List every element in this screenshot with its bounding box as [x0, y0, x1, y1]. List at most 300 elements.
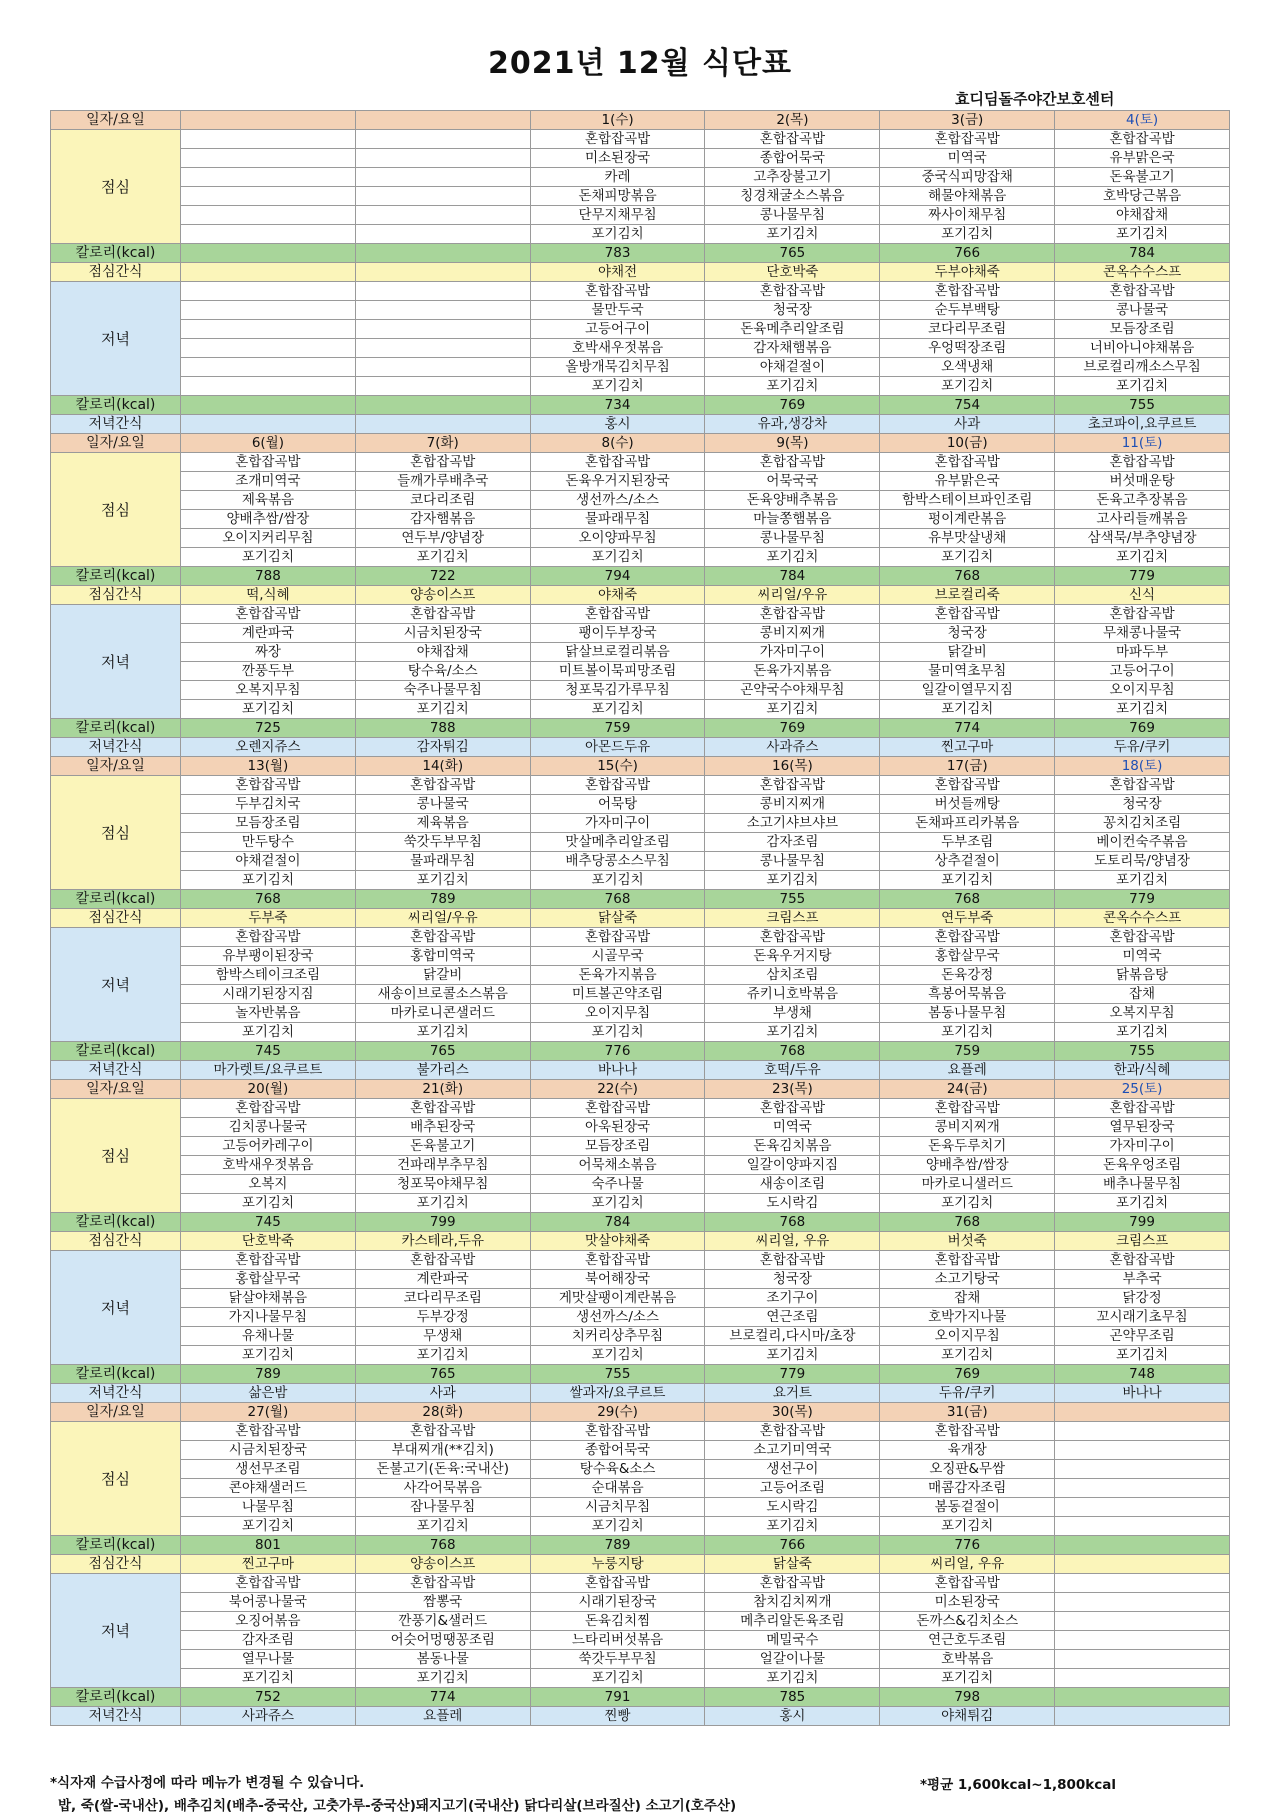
lunch-menu-item	[181, 168, 356, 187]
dinner-snack-cell: 사과	[355, 1384, 530, 1403]
dinner-menu-item	[355, 301, 530, 320]
lunch-menu-item: 오이양파무침	[530, 529, 705, 548]
dinner-snack-cell: 사과쥬스	[181, 1707, 356, 1726]
dinner-menu-item: 봄동나물	[355, 1650, 530, 1669]
lunch-menu-item: 야채겉절이	[181, 852, 356, 871]
lunch-menu-row	[51, 1460, 1230, 1479]
dinner-menu-item: 코다리무조림	[880, 320, 1055, 339]
lunch-menu-item: 돈육우엉조림	[1055, 1156, 1230, 1175]
dinner-menu-item: 홍합살무국	[181, 1270, 356, 1289]
dinner-menu-item: 포기김치	[1055, 1023, 1230, 1042]
lunch-menu-item	[181, 225, 356, 244]
dinner-calorie-cell: 748	[1055, 1365, 1230, 1384]
dinner-menu-item: 감자채햄볶음	[705, 339, 880, 358]
dinner-menu-item: 느타리버섯볶음	[530, 1631, 705, 1650]
lunch-menu-item: 포기김치	[880, 871, 1055, 890]
dinner-menu-item: 혼합잡곡밥	[1055, 282, 1230, 301]
dinner-menu-item: 가자미구이	[705, 643, 880, 662]
dinner-menu-item: 곤약국수야채무침	[705, 681, 880, 700]
lunch-menu-item: 미역국	[880, 149, 1055, 168]
lunch-snack-cell: 맛살야채죽	[530, 1232, 705, 1251]
dinner-menu-item: 너비아니야채볶음	[1055, 339, 1230, 358]
dinner-menu-item: 유채나물	[181, 1327, 356, 1346]
dinner-menu-row	[51, 681, 1230, 700]
dinner-menu-item: 메추리알돈육조림	[705, 1612, 880, 1631]
lunch-menu-item: 종합어묵국	[530, 1441, 705, 1460]
dinner-menu-item: 혼합잡곡밥	[181, 1251, 356, 1270]
dinner-menu-item: 돈육우거지탕	[705, 947, 880, 966]
date-header-cell	[181, 111, 356, 130]
dinner-snack-cell: 두유/쿠키	[880, 1384, 1055, 1403]
lunch-menu-item: 혼합잡곡밥	[355, 1099, 530, 1118]
dinner-snack-cell: 찐빵	[530, 1707, 705, 1726]
dinner-calorie-cell: 745	[181, 1042, 356, 1061]
page-title: 2021년 12월 식단표	[487, 46, 793, 81]
lunch-menu-item: 포기김치	[181, 871, 356, 890]
lunch-menu-item: 생선무조림	[181, 1460, 356, 1479]
lunch-menu-item: 포기김치	[530, 1517, 705, 1536]
lunch-menu-item: 포기김치	[355, 871, 530, 890]
dinner-menu-item: 닭살야채볶음	[181, 1289, 356, 1308]
lunch-snack-row	[51, 1555, 1230, 1574]
lunch-calorie-cell: 722	[355, 567, 530, 586]
dinner-menu-item: 봄동나물무침	[880, 1004, 1055, 1023]
dinner-menu-item: 물미역초무침	[880, 662, 1055, 681]
dinner-menu-item: 올방개묵김치무침	[530, 358, 705, 377]
dinner-menu-row	[51, 985, 1230, 1004]
dinner-snack-label: 저녁간식	[51, 1384, 181, 1403]
dinner-snack-label: 저녁간식	[51, 1061, 181, 1080]
lunch-calorie-cell: 768	[880, 1213, 1055, 1232]
lunch-menu-item: 물파래무침	[530, 510, 705, 529]
lunch-menu-item	[1055, 1498, 1230, 1517]
dinner-menu-item: 혼합잡곡밥	[530, 928, 705, 947]
dinner-snack-label: 저녁간식	[51, 738, 181, 757]
dinner-calorie-cell: 785	[705, 1688, 880, 1707]
dinner-calorie-cell: 765	[355, 1042, 530, 1061]
dinner-calorie-row	[51, 1688, 1230, 1707]
lunch-menu-item: 혼합잡곡밥	[705, 776, 880, 795]
lunch-menu-item: 도시락김	[705, 1194, 880, 1213]
lunch-menu-row	[51, 814, 1230, 833]
dinner-menu-item: 포기김치	[181, 1669, 356, 1688]
lunch-calorie-cell	[355, 244, 530, 263]
dinner-menu-label: 저녁	[51, 928, 181, 1042]
lunch-menu-item: 혼합잡곡밥	[181, 1422, 356, 1441]
lunch-menu-row	[51, 168, 1230, 187]
lunch-menu-item: 유부맑은국	[880, 472, 1055, 491]
lunch-menu-item: 도시락김	[705, 1498, 880, 1517]
lunch-calorie-cell: 779	[1055, 890, 1230, 909]
organization-name: 효디딤돌주야간보호센터	[955, 90, 1115, 108]
dinner-menu-item: 북어해장국	[530, 1270, 705, 1289]
dinner-menu-item: 삼치조림	[705, 966, 880, 985]
lunch-menu-item: 생선까스/소스	[530, 491, 705, 510]
lunch-menu-item	[1055, 1441, 1230, 1460]
lunch-snack-cell: 크림스프	[705, 909, 880, 928]
lunch-menu-item: 포기김치	[880, 548, 1055, 567]
lunch-snack-cell: 연두부죽	[880, 909, 1055, 928]
dinner-snack-cell: 불가리스	[355, 1061, 530, 1080]
lunch-menu-item: 돈육불고기	[355, 1137, 530, 1156]
dinner-menu-item: 포기김치	[181, 700, 356, 719]
dinner-snack-cell: 요거트	[705, 1384, 880, 1403]
dinner-menu-row	[51, 1327, 1230, 1346]
dinner-menu-item: 오이지무침	[530, 1004, 705, 1023]
lunch-menu-item	[355, 225, 530, 244]
dinner-menu-item: 깐풍기&샐러드	[355, 1612, 530, 1631]
lunch-menu-item: 꽁치김치조림	[1055, 814, 1230, 833]
lunch-menu-item: 시금치된장국	[181, 1441, 356, 1460]
lunch-menu-item: 포기김치	[1055, 1194, 1230, 1213]
lunch-snack-cell: 두부죽	[181, 909, 356, 928]
lunch-calorie-label: 칼로리(kcal)	[51, 1213, 181, 1232]
lunch-menu-item: 돈채파프리카볶음	[880, 814, 1055, 833]
dinner-snack-cell: 한과/식혜	[1055, 1061, 1230, 1080]
dinner-menu-row	[51, 1631, 1230, 1650]
dinner-calorie-cell: 752	[181, 1688, 356, 1707]
dinner-calorie-row	[51, 1365, 1230, 1384]
dinner-menu-item: 홍합미역국	[355, 947, 530, 966]
lunch-menu-item: 모듬장조림	[530, 1137, 705, 1156]
lunch-snack-label: 점심간식	[51, 1555, 181, 1574]
date-header-cell: 25(토)	[1055, 1080, 1230, 1099]
lunch-menu-item: 가자미구이	[1055, 1137, 1230, 1156]
lunch-menu-item	[1055, 1460, 1230, 1479]
lunch-menu-item: 연두부/양념장	[355, 529, 530, 548]
dinner-menu-item: 숙주나물무침	[355, 681, 530, 700]
lunch-menu-row	[51, 187, 1230, 206]
date-header-cell: 14(화)	[355, 757, 530, 776]
lunch-menu-item: 감자햄볶음	[355, 510, 530, 529]
lunch-menu-item: 양배추쌈/쌈장	[880, 1156, 1055, 1175]
dinner-menu-item: 가지나물무침	[181, 1308, 356, 1327]
lunch-menu-item: 버섯들깨탕	[880, 795, 1055, 814]
date-header-cell: 3(금)	[880, 111, 1055, 130]
dinner-menu-item: 포기김치	[181, 1023, 356, 1042]
lunch-menu-item: 매콤감자조림	[880, 1479, 1055, 1498]
lunch-menu-item	[355, 168, 530, 187]
dinner-calorie-cell: 755	[1055, 1042, 1230, 1061]
dinner-calorie-cell: 755	[1055, 396, 1230, 415]
dinner-calorie-cell: 769	[880, 1365, 1055, 1384]
dinner-menu-item: 브로컬리깨소스무침	[1055, 358, 1230, 377]
date-header-cell: 18(토)	[1055, 757, 1230, 776]
dinner-menu-item: 혼합잡곡밥	[1055, 1251, 1230, 1270]
dinner-snack-cell: 사과	[880, 415, 1055, 434]
dinner-menu-item: 마파두부	[1055, 643, 1230, 662]
dinner-calorie-label: 칼로리(kcal)	[51, 1042, 181, 1061]
dinner-calorie-cell: 779	[705, 1365, 880, 1384]
dinner-menu-item: 혼합잡곡밥	[705, 282, 880, 301]
lunch-menu-item: 포기김치	[705, 871, 880, 890]
dinner-menu-item: 쥬키니호박볶음	[705, 985, 880, 1004]
dinner-snack-cell	[181, 415, 356, 434]
dinner-menu-item: 오색냉채	[880, 358, 1055, 377]
dinner-menu-item: 포기김치	[880, 1023, 1055, 1042]
lunch-calorie-row	[51, 244, 1230, 263]
dinner-menu-item	[355, 377, 530, 396]
lunch-menu-item: 콩나물무침	[705, 529, 880, 548]
dinner-snack-cell: 두유/쿠키	[1055, 738, 1230, 757]
date-header-cell	[1055, 1403, 1230, 1422]
dinner-menu-item: 청국장	[880, 624, 1055, 643]
date-header-label: 일자/요일	[51, 434, 181, 453]
lunch-menu-item	[355, 130, 530, 149]
lunch-menu-item: 포기김치	[181, 548, 356, 567]
lunch-menu-item: 맛살메추리알조림	[530, 833, 705, 852]
dinner-menu-item: 꼬시래기초무침	[1055, 1308, 1230, 1327]
dinner-menu-item: 쑥갓두부무침	[530, 1650, 705, 1669]
lunch-menu-item: 혼합잡곡밥	[530, 453, 705, 472]
dinner-menu-item	[181, 301, 356, 320]
dinner-menu-item: 오이지무침	[1055, 681, 1230, 700]
dinner-menu-item: 닭볶음탕	[1055, 966, 1230, 985]
dinner-menu-item: 돈육김치찜	[530, 1612, 705, 1631]
dinner-menu-item: 일갈이열무지짐	[880, 681, 1055, 700]
lunch-snack-cell: 씨리얼, 우유	[880, 1555, 1055, 1574]
lunch-menu-item: 마늘쫑햄볶음	[705, 510, 880, 529]
lunch-snack-cell: 씨리얼/우유	[705, 586, 880, 605]
dinner-menu-item: 포기김치	[181, 1346, 356, 1365]
dinner-snack-cell: 홍시	[705, 1707, 880, 1726]
dinner-menu-item: 미트볼이묵피망조림	[530, 662, 705, 681]
dinner-menu-item: 두부강정	[355, 1308, 530, 1327]
dinner-menu-item: 혼합잡곡밥	[705, 1251, 880, 1270]
dinner-menu-item: 시골무국	[530, 947, 705, 966]
dinner-menu-item: 혼합잡곡밥	[530, 282, 705, 301]
lunch-calorie-label: 칼로리(kcal)	[51, 890, 181, 909]
lunch-menu-row	[51, 548, 1230, 567]
lunch-menu-row	[51, 1498, 1230, 1517]
lunch-calorie-cell: 768	[181, 890, 356, 909]
date-header-cell: 21(화)	[355, 1080, 530, 1099]
average-calorie: *평균 1,600kcal~1,800kcal	[920, 1777, 1116, 1793]
dinner-menu-item	[355, 320, 530, 339]
dinner-snack-cell: 마가렛트/요쿠르트	[181, 1061, 356, 1080]
dinner-menu-item: 포기김치	[705, 1023, 880, 1042]
dinner-menu-item: 깐풍두부	[181, 662, 356, 681]
lunch-menu-item: 소고기샤브샤브	[705, 814, 880, 833]
dinner-menu-item: 포기김치	[880, 377, 1055, 396]
dinner-menu-item: 오징어볶음	[181, 1612, 356, 1631]
lunch-snack-cell: 양송이스프	[355, 1555, 530, 1574]
lunch-menu-row	[51, 1422, 1230, 1441]
dinner-menu-item: 포기김치	[530, 1023, 705, 1042]
lunch-menu-item: 포기김치	[530, 225, 705, 244]
dinner-menu-item: 혼합잡곡밥	[530, 605, 705, 624]
lunch-calorie-cell: 776	[880, 1536, 1055, 1555]
dinner-menu-item: 어슷어멍땡꽁조림	[355, 1631, 530, 1650]
lunch-menu-item: 혼합잡곡밥	[705, 453, 880, 472]
dinner-menu-item: 조기구이	[705, 1289, 880, 1308]
lunch-menu-item: 김치콩나물국	[181, 1118, 356, 1137]
dinner-menu-item: 마카로니콘샐러드	[355, 1004, 530, 1023]
date-header-label: 일자/요일	[51, 1080, 181, 1099]
dinner-menu-item: 포기김치	[880, 700, 1055, 719]
lunch-menu-label: 점심	[51, 1422, 181, 1536]
dinner-calorie-cell	[355, 396, 530, 415]
dinner-menu-item: 순두부백탕	[880, 301, 1055, 320]
dinner-menu-item	[181, 339, 356, 358]
dinner-calorie-cell: 791	[530, 1688, 705, 1707]
dinner-menu-item: 포기김치	[355, 700, 530, 719]
dinner-menu-row	[51, 301, 1230, 320]
lunch-menu-row	[51, 130, 1230, 149]
dinner-menu-item: 혼합잡곡밥	[530, 1251, 705, 1270]
dinner-menu-item: 콩비지찌개	[705, 624, 880, 643]
lunch-menu-item: 고등어카레구이	[181, 1137, 356, 1156]
dinner-menu-item: 연근조림	[705, 1308, 880, 1327]
dinner-calorie-row	[51, 719, 1230, 738]
lunch-menu-item: 혼합잡곡밥	[181, 1099, 356, 1118]
lunch-calorie-cell: 788	[181, 567, 356, 586]
lunch-menu-item: 오징판&무쌈	[880, 1460, 1055, 1479]
lunch-menu-item: 혼합잡곡밥	[705, 1422, 880, 1441]
lunch-menu-item: 혼합잡곡밥	[880, 1422, 1055, 1441]
lunch-menu-item: 양배추쌈/쌈장	[181, 510, 356, 529]
lunch-menu-item: 콘야채샐러드	[181, 1479, 356, 1498]
lunch-menu-item	[181, 149, 356, 168]
dinner-menu-item	[181, 282, 356, 301]
lunch-menu-item: 혼합잡곡밥	[1055, 130, 1230, 149]
date-header-cell: 2(목)	[705, 111, 880, 130]
date-header-cell: 8(수)	[530, 434, 705, 453]
lunch-snack-cell: 크림스프	[1055, 1232, 1230, 1251]
dinner-menu-row	[51, 282, 1230, 301]
lunch-calorie-cell: 789	[530, 1536, 705, 1555]
lunch-snack-cell: 콘옥수수스프	[1055, 263, 1230, 282]
lunch-menu-row	[51, 472, 1230, 491]
lunch-menu-item: 포기김치	[705, 225, 880, 244]
date-header-cell: 11(토)	[1055, 434, 1230, 453]
lunch-snack-cell	[1055, 1555, 1230, 1574]
dinner-menu-item: 돈육메추리알조림	[705, 320, 880, 339]
dinner-menu-item: 함박스테이크조림	[181, 966, 356, 985]
lunch-menu-item: 청국장	[1055, 795, 1230, 814]
dinner-menu-item: 고등어구이	[1055, 662, 1230, 681]
date-header-cell: 27(월)	[181, 1403, 356, 1422]
lunch-menu-item: 사각어묵볶음	[355, 1479, 530, 1498]
lunch-menu-item: 일갈이양파지짐	[705, 1156, 880, 1175]
lunch-menu-item	[181, 206, 356, 225]
lunch-menu-item: 포기김치	[355, 1517, 530, 1536]
lunch-calorie-row	[51, 1213, 1230, 1232]
lunch-menu-item: 돈육우거지된장국	[530, 472, 705, 491]
date-header-cell: 16(목)	[705, 757, 880, 776]
lunch-calorie-cell: 789	[355, 890, 530, 909]
dinner-menu-label: 저녁	[51, 1574, 181, 1688]
dinner-calorie-cell: 769	[1055, 719, 1230, 738]
dinner-menu-row	[51, 1612, 1230, 1631]
lunch-menu-item: 소고기미역국	[705, 1441, 880, 1460]
lunch-menu-item: 중국식피망잡채	[880, 168, 1055, 187]
lunch-calorie-cell: 768	[530, 890, 705, 909]
lunch-snack-cell	[181, 263, 356, 282]
lunch-calorie-cell: 784	[705, 567, 880, 586]
lunch-snack-label: 점심간식	[51, 263, 181, 282]
lunch-menu-item: 혼합잡곡밥	[1055, 776, 1230, 795]
date-header-cell: 29(수)	[530, 1403, 705, 1422]
lunch-menu-item: 베이컨숙주볶음	[1055, 833, 1230, 852]
date-header-cell: 13(월)	[181, 757, 356, 776]
dinner-menu-item: 흑봉어묵볶음	[880, 985, 1055, 1004]
dinner-menu-item: 혼합잡곡밥	[1055, 928, 1230, 947]
lunch-snack-cell: 브로컬리죽	[880, 586, 1055, 605]
lunch-menu-row	[51, 453, 1230, 472]
lunch-menu-item: 모듬장조림	[181, 814, 356, 833]
dinner-menu-item: 돈육가지볶음	[705, 662, 880, 681]
dinner-menu-item: 혼합잡곡밥	[355, 1574, 530, 1593]
lunch-menu-row	[51, 1194, 1230, 1213]
lunch-snack-cell: 누룽지탕	[530, 1555, 705, 1574]
lunch-snack-cell: 신식	[1055, 586, 1230, 605]
lunch-menu-item: 돈육고추장볶음	[1055, 491, 1230, 510]
dinner-calorie-label: 칼로리(kcal)	[51, 396, 181, 415]
lunch-menu-item: 두부김치국	[181, 795, 356, 814]
lunch-calorie-cell: 768	[705, 1213, 880, 1232]
dinner-menu-item	[181, 377, 356, 396]
dinner-calorie-cell: 769	[705, 396, 880, 415]
lunch-snack-row	[51, 1232, 1230, 1251]
lunch-menu-row	[51, 1517, 1230, 1536]
lunch-calorie-cell: 766	[880, 244, 1055, 263]
dinner-menu-item: 혼합잡곡밥	[880, 928, 1055, 947]
lunch-menu-item: 혼합잡곡밥	[705, 130, 880, 149]
dinner-menu-item	[355, 339, 530, 358]
dinner-snack-row	[51, 1384, 1230, 1403]
lunch-menu-item: 해물야채볶음	[880, 187, 1055, 206]
lunch-menu-item: 포기김치	[181, 1517, 356, 1536]
lunch-menu-item: 육개장	[880, 1441, 1055, 1460]
dinner-menu-item: 미소된장국	[880, 1593, 1055, 1612]
dinner-menu-item: 혼합잡곡밥	[181, 1574, 356, 1593]
dinner-calorie-cell: 734	[530, 396, 705, 415]
dinner-menu-item: 고등어구이	[530, 320, 705, 339]
lunch-menu-row	[51, 871, 1230, 890]
dinner-menu-item: 닭살브로컬리볶음	[530, 643, 705, 662]
date-header-cell: 22(수)	[530, 1080, 705, 1099]
lunch-menu-item: 종합어묵국	[705, 149, 880, 168]
lunch-snack-cell: 단호박죽	[181, 1232, 356, 1251]
dinner-menu-item: 닭갈비	[880, 643, 1055, 662]
dinner-menu-item: 계란파국	[181, 624, 356, 643]
dinner-snack-cell	[355, 415, 530, 434]
lunch-menu-item: 버섯매운탕	[1055, 472, 1230, 491]
lunch-calorie-cell: 755	[705, 890, 880, 909]
dinner-calorie-cell: 759	[530, 719, 705, 738]
dinner-menu-row	[51, 1023, 1230, 1042]
dinner-snack-cell: 감자튀김	[355, 738, 530, 757]
lunch-menu-item: 함박스테이브파인조림	[880, 491, 1055, 510]
dinner-menu-label: 저녁	[51, 282, 181, 396]
lunch-menu-item: 삼색묵/부추양념장	[1055, 529, 1230, 548]
dinner-menu-item: 계란파국	[355, 1270, 530, 1289]
dinner-menu-row	[51, 1669, 1230, 1688]
lunch-menu-item: 포기김치	[181, 1194, 356, 1213]
lunch-menu-item: 콩비지찌개	[880, 1118, 1055, 1137]
dinner-snack-cell: 오렌지쥬스	[181, 738, 356, 757]
lunch-menu-row	[51, 1156, 1230, 1175]
dinner-menu-item: 새송이브로콜소스볶음	[355, 985, 530, 1004]
dinner-menu-item: 모듬장조림	[1055, 320, 1230, 339]
dinner-snack-cell: 찐고구마	[880, 738, 1055, 757]
dinner-menu-item: 잡채	[1055, 985, 1230, 1004]
date-header-cell: 17(금)	[880, 757, 1055, 776]
lunch-menu-label: 점심	[51, 453, 181, 567]
dinner-menu-item: 혼합잡곡밥	[880, 1574, 1055, 1593]
date-header-cell: 30(목)	[705, 1403, 880, 1422]
